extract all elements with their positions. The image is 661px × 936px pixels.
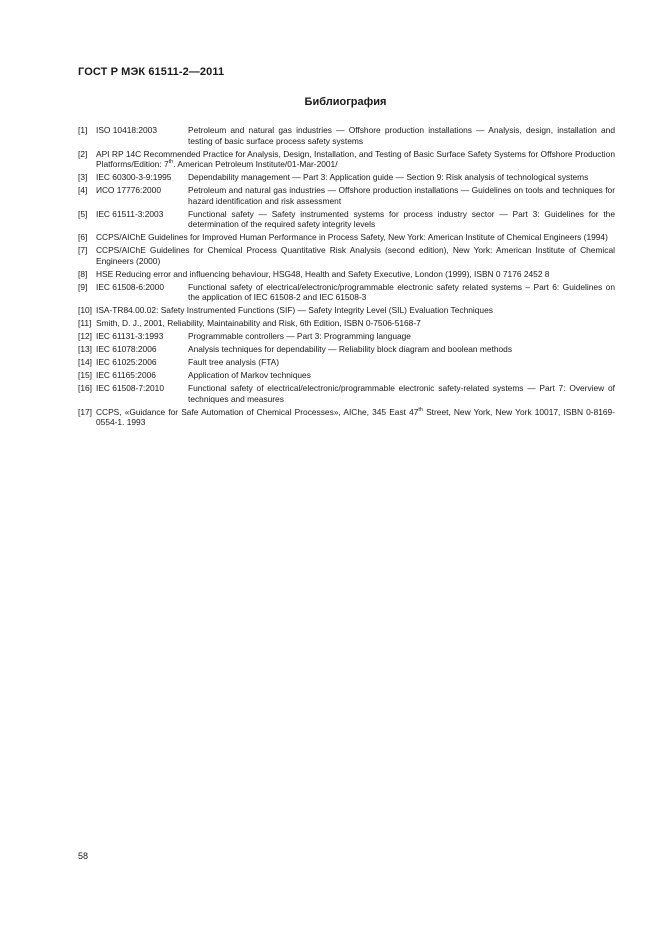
entry-standard-code: IEC 61511-3:2003 — [96, 208, 164, 219]
entry-number: [4] — [78, 185, 88, 195]
entry-number: [13] — [78, 344, 92, 354]
bibliography-entry — [78, 245, 615, 266]
entry-number: [5] — [78, 208, 88, 219]
entry-text: Smith, D. J., 2001, Reliability, Maintainability and Risk, 6th Edition, ISBN 0-7506-5168-7 — [96, 318, 421, 328]
entry-text: CCPS/AIChE Guidelines for Chemical Process Quantitative Risk Analysis (second edition), New York: American Institute of Chemical Engineers (2000) — [96, 245, 615, 266]
entry-standard-code: IEC 61165:2006 — [96, 370, 156, 380]
bibliography-entry — [78, 269, 615, 280]
entry-title: Fault tree analysis (FTA) — [188, 357, 280, 367]
bibliography-entry — [78, 357, 615, 368]
entry-superscript: th — [168, 159, 174, 166]
entry-number: [9] — [78, 281, 88, 292]
entry-text-part: API RP 14C Recommended Practice for Analysis, Design, Installation, and Testing of Basic Surface Safety Systems for Offshore Production Platforms/Edition: 7 — [96, 148, 615, 169]
section-title: Библиография — [304, 96, 387, 108]
bibliography-entry — [78, 318, 615, 329]
entry-number: [14] — [78, 357, 92, 367]
entry-title: Programmable controllers — Part 3: Programming language — [188, 331, 411, 341]
bibliography-entry — [78, 383, 615, 404]
entry-number: [1] — [78, 125, 88, 135]
entry-title: Petroleum and natural gas industries — Offshore production installations — Guidelines on tools and techniques for hazard identification and risk assessment — [188, 185, 615, 206]
entry-number: [7] — [78, 245, 88, 255]
entry-number: [8] — [78, 268, 88, 279]
entry-text: CCPS/AIChE Guidelines for Improved Human Performance in Process Safety, New York: American Institute of Chemical Engineers (1994) — [96, 232, 608, 242]
entry-number: [2] — [78, 148, 88, 159]
bibliography-entry — [78, 232, 615, 243]
entry-superscript: th — [418, 406, 423, 413]
bibliography-list — [78, 125, 615, 430]
entry-title: Functional safety — Safety instrumented systems for process industry sector — Part 3: Guidelines for the determination of the required safety integrity levels — [188, 208, 615, 229]
bibliography-entry — [78, 149, 615, 170]
bibliography-entry — [78, 331, 615, 342]
entry-standard-code: ИСО 17776:2000 — [96, 185, 161, 195]
entry-text: HSE Reducing error and influencing behaviour, HSG48, Health and Safety Executive, London (1999), ISBN 0 7176 2452 8 — [96, 268, 550, 279]
entry-standard-code: IEC 61508-6:2000 — [96, 281, 164, 292]
entry-number: [3] — [78, 172, 88, 182]
bibliography-entry — [78, 344, 615, 355]
entry-standard-code: IEC 61078:2006 — [96, 344, 157, 354]
bibliography-entry — [78, 172, 615, 183]
entry-text — [96, 407, 615, 428]
entry-title: Petroleum and natural gas industries — Offshore production installations — Analysis, design, installation and testing of basic surface process safety systems — [188, 125, 615, 146]
entry-standard-code: IEC 61025:2006 — [96, 357, 157, 367]
entry-title: Functional safety of electrical/electronic/programmable electronic safety-related systems — Part 7: Overview of techniques and measures — [188, 383, 615, 404]
entry-text-part: CCPS, «Guidance for Safe Automation of Chemical Processes», AIChe, 345 East 47 — [96, 406, 419, 417]
entry-title: Functional safety of electrical/electronic/programmable electronic safety related systems – Part 6: Guidelines on the application of IEC 61508-2 and IEC 61508-3 — [188, 281, 615, 302]
entry-standard-code: IEC 61131-3:1993 — [96, 331, 164, 341]
bibliography-entry — [78, 407, 615, 428]
entry-standard-code: IEC 61508-7:2010 — [96, 383, 164, 393]
entry-text: ISA-TR84.00.02: Safety Instrumented Functions (SIF) — Safety Integrity Level (SIL) Evaluation Techniques — [96, 305, 493, 315]
entry-number: [15] — [78, 370, 92, 380]
bibliography-entry — [78, 282, 615, 303]
document-code: ГОСТ Р МЭК 61511-2—2011 — [78, 66, 225, 78]
bibliography-entry — [78, 185, 615, 206]
entry-title: Application of Markov techniques — [188, 370, 311, 380]
entry-number: [16] — [78, 383, 92, 393]
entry-standard-code: ISO 10418:2003 — [96, 125, 158, 135]
bibliography-entry — [78, 125, 615, 146]
bibliography-entry — [78, 370, 615, 381]
entry-standard-code: IEC 60300-3-9:1995 — [96, 172, 172, 182]
entry-text-part: Street, New York, New York 10017, ISBN 0-8169-0554-1. 1993 — [96, 406, 615, 427]
entry-number: [10] — [78, 305, 92, 315]
entry-number: [12] — [78, 331, 92, 341]
entry-title: Analysis techniques for dependability — Reliability block diagram and boolean methods — [188, 344, 513, 354]
bibliography-entry — [78, 209, 615, 230]
bibliography-entry — [78, 305, 615, 316]
page-number: 58 — [78, 851, 89, 861]
entry-text — [96, 149, 615, 170]
entry-number: [11] — [78, 318, 92, 328]
entry-number: [17] — [78, 406, 92, 417]
entry-title: Dependability management — Part 3: Application guide — Section 9: Risk analysis of technological systems — [188, 172, 589, 182]
entry-text-part: . American Petroleum Institute/01-Mar-2001/ — [173, 159, 338, 169]
entry-number: [6] — [78, 232, 88, 242]
